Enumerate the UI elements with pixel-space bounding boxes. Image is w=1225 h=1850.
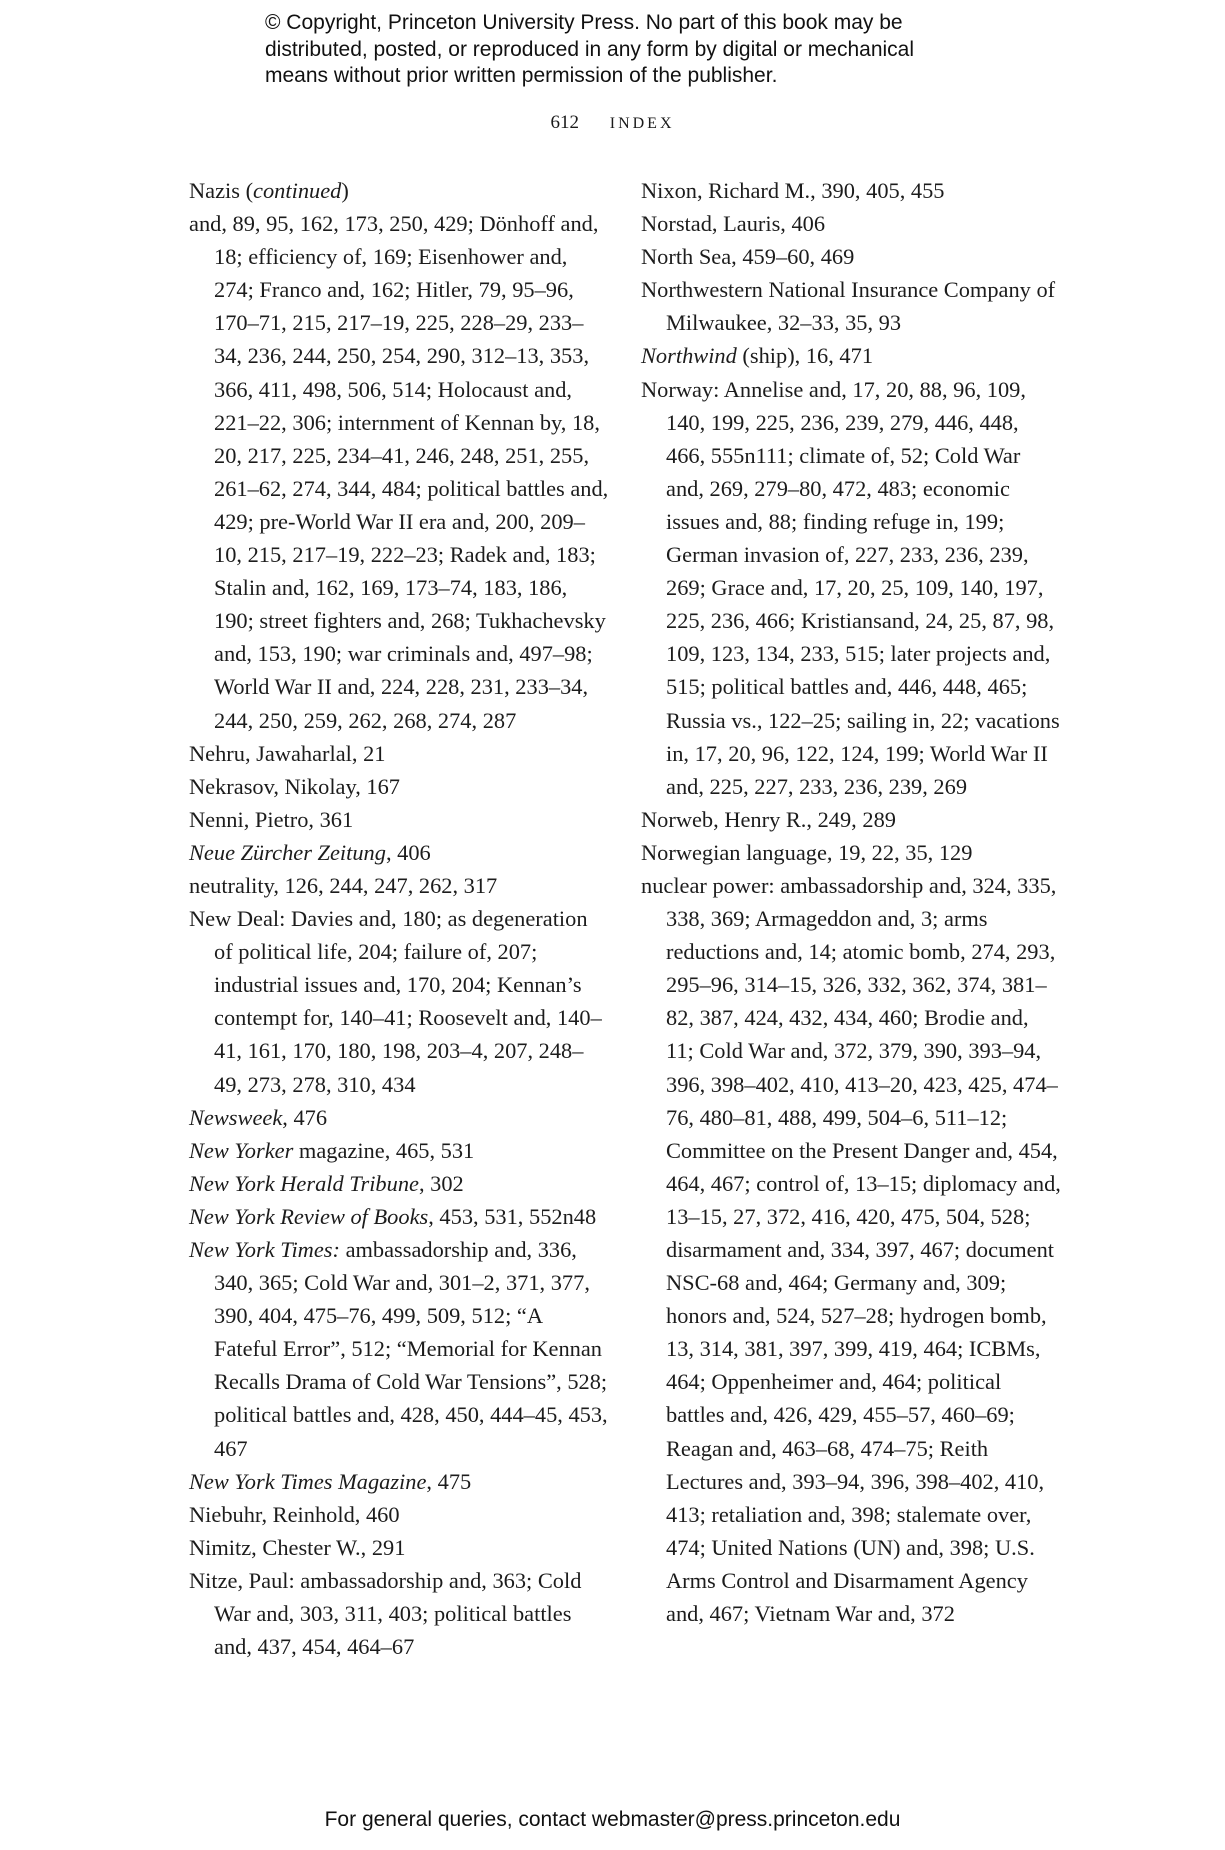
index-entry [189, 1200, 609, 1233]
index-entry-text: Niebuhr, Reinhold, 460 [189, 1501, 400, 1527]
index-entry [641, 803, 1061, 836]
page-number: 612 [550, 112, 579, 133]
index-entry-text: Norweb, Henry R., 249, 289 [641, 806, 896, 832]
index-entry-text: (ship), 16, 471 [736, 343, 874, 369]
index-entry [641, 273, 1061, 339]
copyright-line: © Copyright, Princeton University Press. No part of this book may be [265, 11, 903, 34]
index-entry-text: Nekrasov, Nikolay, 167 [189, 773, 401, 799]
index-entry [641, 174, 1061, 207]
index-entry-text: New Deal: Davies and, 180; as degeneration of political life, 204; failure of, 207; industrial issues and, 170, 204; Kennan’s contempt for, 140–41; Roosevelt and, 140–41, 161, 170, 180, 198, 203–4, 207, 248–49, 273, 278, 310, 434 [189, 906, 602, 1097]
index-column-left [189, 174, 609, 1663]
index-entry-text: Norway: Annelise and, 17, 20, 88, 96, 109, 140, 199, 225, 236, 239, 279, 446, 448, 466, 555n111; climate of, 52; Cold War and, 269, 279–80, 472, 483; economic issues and, 88; finding refuge in, 199; German invasion of, 227, 233, 236, 239, 269; Grace and, 17, 20, 25, 109, 140, 197, 225, 236, 466; Kristiansand, 24, 25, 87, 98, 109, 123, 134, 233, 515; later projects and, 515; political battles and, 446, 448, 465; Russia vs., 122–25; sailing in, 22; vacations in, 17, 20, 96, 122, 124, 199; World War II and, 225, 227, 233, 236, 239, 269 [641, 376, 1060, 799]
index-entry-italic-text: continued [253, 178, 342, 203]
index-entry-text: Nehru, Jawaharlal, 21 [189, 740, 386, 766]
index-entry-italic-text: New York Herald Tribune [189, 1170, 419, 1196]
index-entry [189, 902, 609, 1101]
index-entry [641, 869, 1061, 1630]
index-entry-text: nuclear power: ambassadorship and, 324, 335, 338, 369; Armageddon and, 3; arms reductions and, 14; atomic bomb, 274, 293, 295–96, 314–15, 326, 332, 362, 374, 381–82, 387, 424, 432, 434, 460; Brodie and, 11; Cold War and, 372, 379, 390, 393–94, 396, 398–402, 410, 413–20, 423, 425, 474–76, 480–81, 488, 499, 504–6, 511–12; Committee on the Present Danger and, 454, 464, 467; control of, 13–15; diplomacy and, 13–15, 27, 372, 416, 420, 475, 504, 528; disarmament and, 334, 397, 467; document NSC-68 and, 464; Germany and, 309; honors and, 524, 527–28; hydrogen bomb, 13, 314, 381, 397, 399, 419, 464; ICBMs, 464; Oppenheimer and, 464; political battles and, 426, 429, 455–57, 460–69; Reagan and, 463–68, 474–75; Reith Lectures and, 393–94, 396, 398–402, 410, 413; retaliation and, 398; stalemate over, 474; United Nations (UN) and, 398; U.S. Arms Control and Disarmament Agency and, 467; Vietnam War and, 372 [641, 872, 1061, 1627]
index-entry [189, 869, 609, 902]
index-entry-text: Nenni, Pietro, 361 [189, 806, 354, 832]
index-entry [189, 803, 609, 836]
index-entry-text: ambassadorship and, 336, 340, 365; Cold War and, 301–2, 371, 377, 390, 404, 475–76, 499, 509, 512; “A Fateful Error”, 512; “Memorial for Kennan Recalls Drama of Cold War Tensions”, 528; political battles and, 428, 450, 444–45, 453, 467 [214, 1237, 608, 1461]
index-entry [641, 373, 1061, 803]
index-entry-text: , 476 [282, 1104, 328, 1130]
index-entry-text: Northwestern National Insurance Company of Milwaukee, 32–33, 35, 93 [641, 277, 1056, 336]
index-entry-text: Norstad, Lauris, 406 [641, 211, 826, 237]
index-entry-text: Nimitz, Chester W., 291 [189, 1534, 406, 1560]
index-entry-text: and, 89, 95, 162, 173, 250, 429; Dönhoff and, 18; efficiency of, 169; Eisenhower and, 274; Franco and, 162; Hitler, 79, 95–96, 170–71, 215, 217–19, 225, 228–29, 233–34, 236, 244, 250, 254, 290, 312–13, 353, 366, 411, 498, 506, 514; Holocaust and, 221–22, 306; internment of Kennan by, 18, 20, 217, 225, 234–41, 246, 248, 251, 255, 261–62, 274, 344, 484; political battles and, 429; pre-World War II era and, 200, 209–10, 215, 217–19, 222–23; Radek and, 183; Stalin and, 162, 169, 173–74, 183, 186, 190; street fighters and, 268; Tukhachevsky and, 153, 190; war criminals and, 497–98; World War II and, 224, 228, 231, 233–34, 244, 250, 259, 262, 268, 274, 287 [189, 211, 609, 733]
index-entry [641, 240, 1061, 273]
index-entry [641, 836, 1061, 869]
index-entry-italic-text: New York Times Magazine [189, 1468, 427, 1494]
index-entry-text: Nitze, Paul: ambassadorship and, 363; Cold War and, 303, 311, 403; political battles and, 437, 454, 464–67 [189, 1567, 582, 1660]
footer-contact: For general queries, contact webmaster@press.princeton.edu [324, 1808, 901, 1831]
index-entry-italic-text: New Yorker [189, 1137, 294, 1163]
index-entry-text: North Sea, 459–60, 469 [641, 244, 855, 270]
index-entry [189, 1531, 609, 1564]
index-column-right [641, 174, 1061, 1630]
index-entry [641, 339, 1061, 372]
index-entry-text: Norwegian language, 19, 22, 35, 129 [641, 839, 973, 865]
index-entry [189, 737, 609, 770]
index-entry [189, 1101, 609, 1134]
index-entry-text: , 302 [418, 1170, 464, 1196]
index-entry-italic-text: New York Times: [189, 1237, 340, 1262]
index-entry [189, 1498, 609, 1531]
index-entry-italic-text: Northwind [641, 343, 737, 369]
copyright-line: distributed, posted, or reproduced in any form by digital or mechanical [265, 37, 915, 61]
index-entry [189, 770, 609, 803]
index-entry-text: magazine, 465, 531 [293, 1137, 475, 1163]
index-entry [189, 207, 609, 737]
section-title: INDEX [609, 115, 675, 132]
index-entry [641, 207, 1061, 240]
index-entry-text: , 453, 531, 552n48 [428, 1203, 597, 1229]
index-entry-text: Nazis ( [189, 178, 254, 203]
index-entry [189, 1465, 609, 1498]
index-entry-text: ) [341, 178, 349, 203]
index-entry [189, 1564, 609, 1663]
index-entry-text: , 406 [385, 839, 431, 865]
index-entry [189, 174, 609, 207]
index-entry-text: neutrality, 126, 244, 247, 262, 317 [189, 872, 498, 898]
index-entry [189, 1233, 609, 1465]
index-entry [189, 1167, 609, 1200]
index-entry [189, 836, 609, 869]
copyright-notice [265, 10, 1025, 90]
index-entry-italic-text: Neue Zürcher Zeitung [189, 839, 386, 865]
index-entry-text: , 475 [426, 1468, 472, 1494]
copyright-line: means without prior written permission of the publisher. [265, 64, 778, 87]
running-head [0, 112, 1225, 134]
index-entry-text: Nixon, Richard M., 390, 405, 455 [641, 178, 945, 203]
index-entry-italic-text: Newsweek [189, 1104, 283, 1130]
index-entry [189, 1134, 609, 1167]
index-entry-italic-text: New York Review of Books [189, 1203, 429, 1229]
